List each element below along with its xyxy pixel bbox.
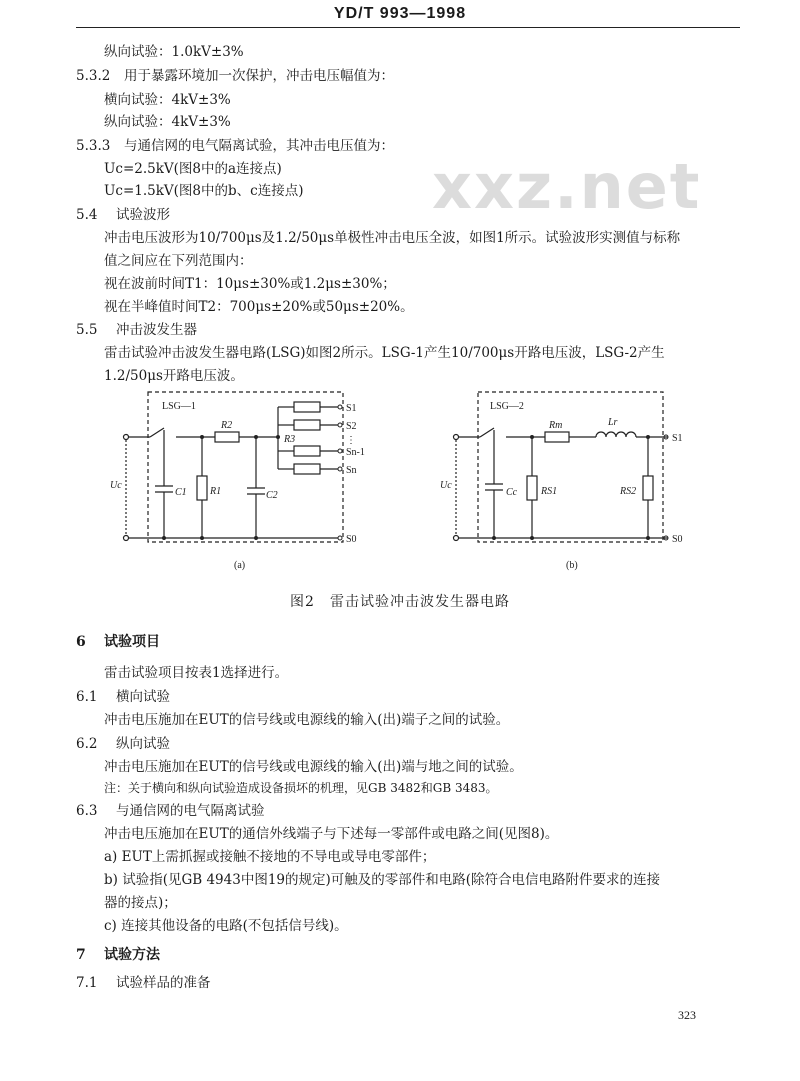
text-line: 雷击试验项目按表1选择进行。 (104, 665, 289, 681)
clause-number: 7.1 (76, 975, 98, 991)
clause-title: 与通信网的电气隔离试验，其冲击电压值为： (124, 138, 394, 154)
text-line: 纵向试验：1.0kV±3% (104, 44, 244, 60)
text-line: 值之间应在下列范围内： (104, 253, 253, 269)
s2-label: S2 (346, 421, 357, 432)
caption-b: (b) (566, 560, 578, 571)
s1-label: S1 (672, 433, 683, 444)
sn-label: Sn (346, 465, 357, 476)
clause-title: 冲击波发生器 (116, 322, 197, 338)
section-number: 6 (76, 634, 86, 650)
lsg1-label: LSG—1 (162, 401, 196, 412)
text-line: 1.2/50μs开路电压波。 (104, 368, 244, 384)
clause-number: 5.3.2 (76, 68, 111, 84)
text-line: 冲击电压施加在EUT的信号线或电源线的输入(出)端子之间的试验。 (104, 712, 510, 728)
note: 注：关于横向和纵向试验造成设备损坏的机理，见GB 3482和GB 3483。 (104, 781, 498, 795)
cc-label: Cc (506, 487, 518, 498)
page-header: YD/T 993—1998 (333, 5, 467, 22)
rs1-label: RS1 (541, 486, 558, 497)
text-line: Uc=2.5kV(图8中的a连接点) (104, 161, 282, 177)
uc-label: Uc (440, 480, 452, 491)
clause-title: 试验波形 (116, 207, 170, 223)
clause-title: 试验样品的准备 (116, 975, 211, 991)
clause-number: 6.2 (76, 736, 98, 752)
c2-label: C2 (266, 490, 278, 501)
text-line: 冲击电压施加在EUT的信号线或电源线的输入(出)端与地之间的试验。 (104, 759, 523, 775)
list-item: a) EUT上需抓握或接触不接地的不导电或导电零部件； (104, 849, 436, 865)
clause-number: 5.5 (76, 322, 98, 338)
r1-label: R1 (210, 486, 222, 497)
clause-number: 5.4 (76, 207, 98, 223)
section-title: 试验项目 (104, 634, 160, 650)
s0-label: S0 (672, 534, 683, 545)
s-dots: ⋮ (346, 435, 356, 446)
sn1-label: Sn-1 (346, 447, 365, 458)
list-item-continued: 器的接点)； (104, 895, 177, 911)
section-number: 7 (76, 947, 86, 963)
clause-number: 6.3 (76, 803, 98, 819)
list-item: b) 试验指(见GB 4943中图19的规定)可触及的零部件和电路(除符合电信电路附件要求的连接 (104, 872, 661, 888)
lsg2-label: LSG—2 (490, 401, 524, 412)
clause-number: 5.3.3 (76, 138, 111, 154)
caption-a: (a) (234, 560, 246, 571)
s0-label: S0 (346, 534, 357, 545)
figure-2-circuits (0, 380, 800, 590)
list-item: c) 连接其他设备的电路(不包括信号线)。 (104, 918, 348, 934)
rm-label: Rm (549, 420, 563, 431)
r3-label: R3 (284, 434, 296, 445)
clause-title: 与通信网的电气隔离试验 (116, 803, 265, 819)
clause-title: 用于暴露环境加一次保护，冲击电压幅值为： (124, 68, 394, 84)
r2-label: R2 (221, 420, 233, 431)
text-line: Uc=1.5kV(图8中的b、c连接点) (104, 183, 304, 199)
text-line: 冲击电压施加在EUT的通信外线端子与下述每一零部件或电路之间(见图8)。 (104, 826, 559, 842)
section-title: 试验方法 (104, 947, 160, 963)
text-line: 横向试验：4kV±3% (104, 92, 231, 108)
header-rule (76, 27, 740, 28)
watermark: xxz.net (432, 150, 702, 223)
s1-label: S1 (346, 403, 357, 414)
text-line: 视在半峰值时间T2：700μs±20%或50μs±20%。 (104, 299, 414, 315)
clause-number: 6.1 (76, 689, 98, 705)
text-line: 雷击试验冲击波发生器电路(LSG)如图2所示。LSG-1产生10/700μs开路电压波，LSG-2产生 (104, 345, 665, 361)
clause-title: 纵向试验 (116, 736, 170, 752)
c1-label: C1 (175, 487, 187, 498)
rs2-label: RS2 (620, 486, 637, 497)
figure-title: 图2 雷击试验冲击波发生器电路 (290, 594, 510, 610)
uc-label: Uc (110, 480, 122, 491)
text-line: 冲击电压波形为10/700μs及1.2/50μs单极性冲击电压全波，如图1所示。试验波形实测值与标称 (104, 230, 681, 246)
page-number: 323 (678, 1008, 696, 1022)
text-line: 纵向试验：4kV±3% (104, 114, 231, 130)
lr-label: Lr (608, 417, 618, 428)
text-line: 视在波前时间T1：10μs±30%或1.2μs±30%； (104, 276, 396, 292)
clause-title: 横向试验 (116, 689, 170, 705)
